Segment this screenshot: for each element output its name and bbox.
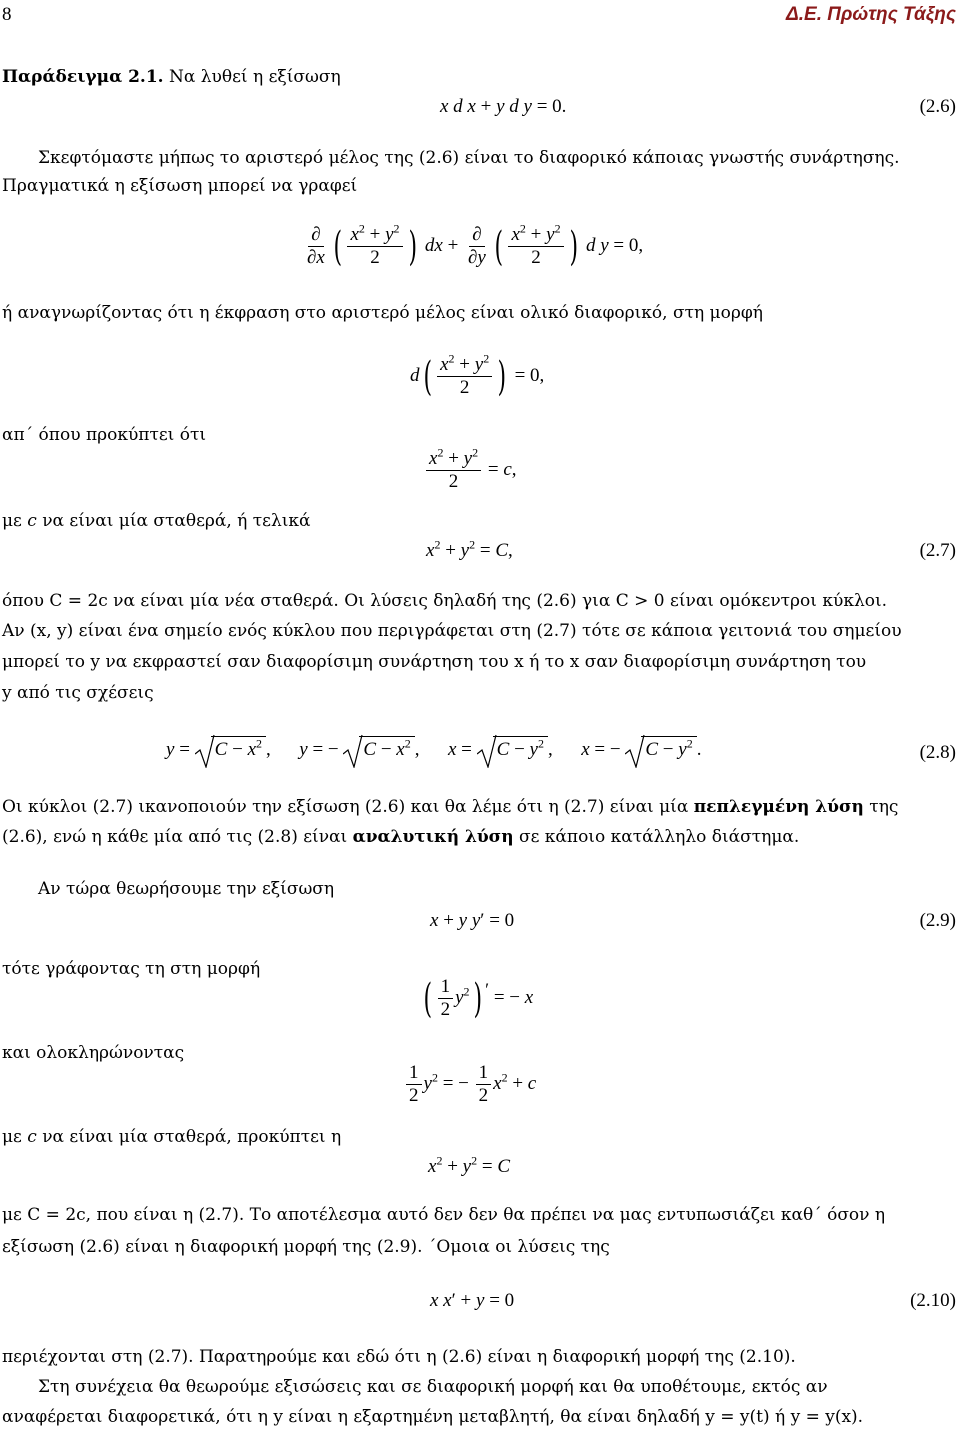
example-intro: Να λυθεί η εξίσωση [169,67,341,87]
equation-tag-2-10: (2.10) [910,1290,956,1311]
equation-2-7: $x^2 + y^2 = C$, [426,537,513,561]
paragraph-line: ή αναγνωρίζοντας ότι η έκφραση στο αριστερό μέλος είναι ολικό διαφορικό, στη μορφή [2,303,763,323]
equation-total-differential: d( $\frac{x^2 + y^2}{2}$ ) = 0, [410,351,545,400]
equation-tag-2-6: (2.6) [919,96,956,117]
equation-tag-2-8: (2.8) [919,742,956,763]
paragraph-line: Σκεφτόμαστε μήπως το αριστερό μέλος της (2.6) είναι το διαφορικό κάποιας γνωστής συνάρτησης. [38,148,900,168]
paragraph-line: με c να είναι μία σταθερά, ή τελικά [2,511,311,531]
term-analytic-solution: αναλυτική λύση [352,827,514,847]
page-number: 8 [2,4,12,25]
paragraph-line: y από τις σχέσεις [2,683,154,703]
paragraph-line: Οι κύκλοι (2.7) ικανοποιούν την εξίσωση (2.6) και θα λέμε ότι η (2.7) είναι μία πεπλεγμένη λύση της [2,797,899,817]
paragraph-line: αναφέρεται διαφορετικά, ότι η y είναι η εξαρτημένη μεταβλητή, θα είναι δηλαδή y = y(t) ή y = y(x). [2,1407,864,1427]
equation-tag-2-7: (2.7) [919,540,956,561]
example-heading [2,66,341,88]
paragraph-line: απ΄ όπου προκύπτει ότι [2,425,207,445]
paragraph-line: όπου C = 2c να είναι μία νέα σταθερά. Οι λύσεις δηλαδή της (2.6) για C > 0 είναι ομόκεντροι κύκλοι. [2,591,888,611]
term-implicit-solution: πεπλεγμένη λύση [693,797,864,817]
paragraph-line: και ολοκληρώνοντας [2,1043,185,1063]
paragraph-line: με c να είναι μία σταθερά, προκύπτει η [2,1127,342,1147]
equation-2-8: y = $C - x^2$ , y = − $C - x^2$ , x = $C - y^2$ , x = − $C - y^2$ . [166,736,701,761]
equation-derivative-form: ( $\frac{1}{2}$ $y^2$) ′ = − x [423,975,534,1022]
paragraph-line: περιέχονται στη (2.7). Παρατηρούμε και εδώ ότι η (2.6) είναι η διαφορική μορφή της (2.10). [2,1347,796,1367]
paragraph-line: Στη συνέχεια θα θεωρούμε εξισώσεις και σε διαφορική μορφή και θα υποθέτουμε, εκτός αν [38,1377,828,1397]
paragraph-line: Αν τώρα θεωρήσουμε την εξίσωση [38,879,335,899]
equation-partials: $\frac{\partial}{\partial x}$ ( $\frac{x^2 + y^2}{2}$ ) dx + $\frac{\partial}{\partial y}$ ( $\frac{x^2 + y^2}{2}$ ) d y = 0, [307,221,644,270]
paragraph-line: εξίσωση (2.6) είναι η διαφορική μορφή της (2.9). ΄Ομοια οι λύσεις της [2,1237,610,1257]
equation-circle-c: $x^2 + y^2 = C$ [428,1153,510,1177]
example-label: Παράδειγμα 2.1. [2,67,164,87]
equation-constant-c: $\frac{x^2 + y^2}{2}$ = c, [424,448,517,493]
running-header: Δ.Ε. Πρώτης Τάξης [786,4,956,25]
equation-2-10: x x′ + y = 0 [430,1290,515,1311]
paragraph-line: με C = 2c, που είναι η (2.7). Το αποτέλεσμα αυτό δεν δεν θα πρέπει να μας εντυπωσιάζει καθ΄ όσον η [2,1205,886,1225]
paragraph-line: Πραγματικά η εξίσωση μπορεί να γραφεί [2,176,358,196]
equation-integrated: $\frac{1}{2}$ $y^2$ = − $\frac{1}{2}$ $x^2 + c$ [404,1062,536,1107]
equation-2-9: x + y y′ = 0 [430,910,515,931]
equation-tag-2-9: (2.9) [919,910,956,931]
paragraph-line: (2.6), ενώ η κάθε μία από τις (2.8) είναι αναλυτική λύση σε κάποιο κατάλληλο διάστημα. [2,827,800,847]
paragraph-line: Αν (x, y) είναι ένα σημείο ενός κύκλου που περιγράφεται στη (2.7) τότε σε κάποια γειτονιά του σημείου [2,621,902,641]
equation-2-6: x d x + y d y = 0. [440,96,567,117]
paragraph-line: μπορεί το y να εκφραστεί σαν διαφορίσιμη συνάρτηση του x ή το x σαν διαφορίσιμη συνάρτηση του [2,652,867,672]
paragraph-line: τότε γράφοντας τη στη μορφή [2,959,261,979]
